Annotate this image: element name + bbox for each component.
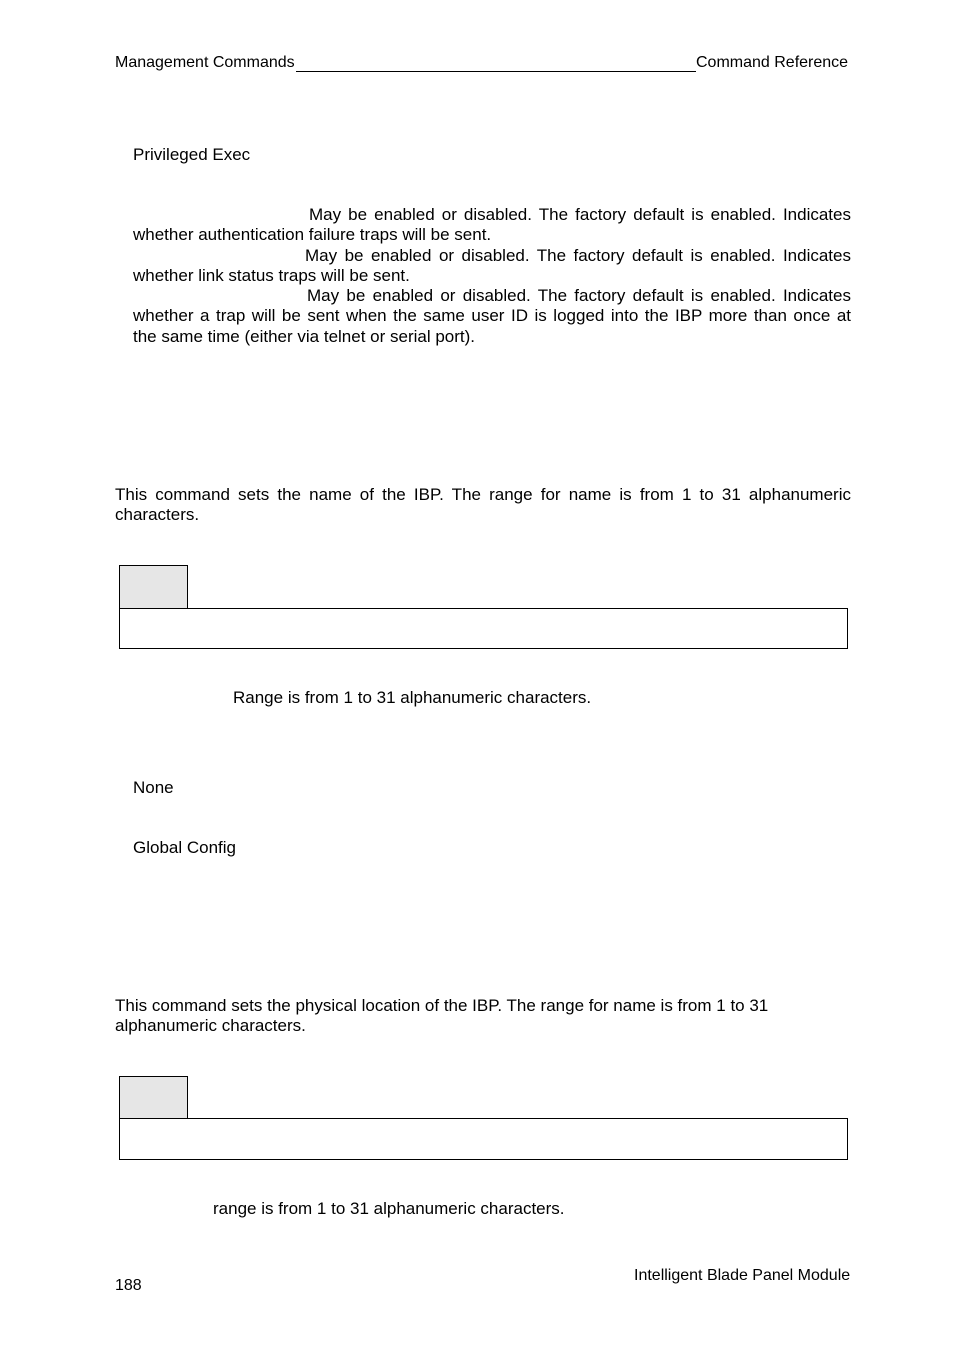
name-default-text: None: [133, 778, 174, 797]
name-description-line1: This command sets the name of the IBP. The range for name is from 1 to 31 alphanumeric: [115, 485, 851, 504]
name-mode-text: Global Config: [133, 838, 237, 857]
name-param-text: Range is from 1 to 31 alphanumeric characters.: [233, 688, 592, 707]
trap-mode-text: Privileged Exec: [133, 145, 251, 164]
link-trap-line1: May be enabled or disabled. The factory default is enabled. Indicates: [305, 246, 851, 265]
name-syntax-tab: [119, 565, 188, 609]
location-description-line1: This command sets the physical location of the IBP. The range for name is from 1 to 31: [115, 996, 769, 1015]
link-trap-line2: whether link status traps will be sent.: [133, 266, 410, 285]
header-rule: [296, 71, 696, 72]
auth-trap-line1: May be enabled or disabled. The factory default is enabled. Indicates: [309, 205, 851, 224]
multiuser-trap-line3: the same time (either via telnet or serial port).: [133, 327, 476, 346]
header-left-title: Management Commands: [115, 54, 295, 71]
auth-trap-line2: whether authentication failure traps will be sent.: [133, 225, 492, 244]
name-description-line2: characters.: [115, 505, 200, 524]
header-right-title: Command Reference: [696, 54, 849, 71]
location-syntax-box: [119, 1118, 848, 1160]
location-param-text: range is from 1 to 31 alphanumeric characters.: [213, 1199, 565, 1218]
location-description-line2: alphanumeric characters.: [115, 1016, 306, 1035]
page-number: 188: [115, 1277, 142, 1294]
location-syntax-tab: [119, 1076, 188, 1119]
footer-product-name: Intelligent Blade Panel Module: [634, 1267, 851, 1284]
multiuser-trap-line2: whether a trap will be sent when the same user ID is logged into the IBP more than once at: [133, 306, 851, 325]
name-syntax-box: [119, 608, 848, 649]
multiuser-trap-line1: May be enabled or disabled. The factory default is enabled. Indicates: [307, 286, 851, 305]
